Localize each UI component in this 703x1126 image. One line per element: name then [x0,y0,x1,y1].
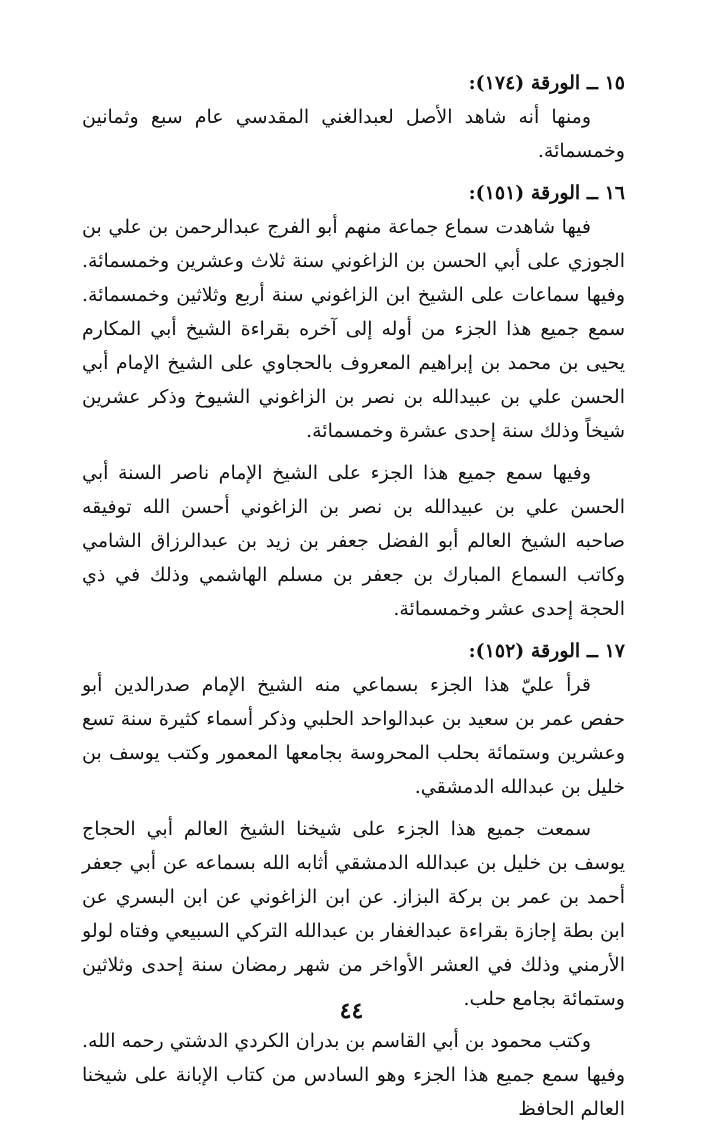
entry-paragraph: وفيها سمع جميع هذا الجزء على الشيخ الإمام ناصر السنة أبي الحسن علي بن عبيدالله بن نصر بن الزاغوني أحسن الله توفيقه صاحبه الشيخ العالم أبو الفضل جعفر بن زيد بن عبدالرزاق الشامي وكاتب السماع المبارك بن جعفر بن مسلم الهاشمي وذلك في ذي الحجة إحدى عشر وخمسمائة. [82,462,625,620]
entry-paragraph: قرأ عليّ هذا الجزء بسماعي منه الشيخ الإمام صدرالدين أبو حفص عمر بن سعيد بن عبدالواحد الحلبي وذكر أسماء كثيرة سنة تسع وعشرين وستمائة بحلب المحروسة بجامعها المعمور وكتب يوسف بن خليل بن عبدالله الدمشقي. [82,674,625,798]
entry-16 [82,176,625,626]
entry-paragraph: فيها شاهدت سماع جماعة منهم أبو الفرج عبدالرحمن بن علي بن الجوزي على أبي الحسن بن الزاغوني سنة ثلاث وعشرين وخمسمائة. وفيها سماعات على الشيخ ابن الزاغوني سنة أربع وثلاثين وخمسمائة. سمع جميع هذا الجزء من أوله إلى آخره بقراءة الشيخ أبي المكارم يحيى بن محمد بن إبراهيم المعروف بالحجاوي على الشيخ الإمام أبي الحسن علي بن عبيدالله بن نصر بن الزاغوني الشيوخ وذكر عشرين شيخاً وذلك سنة إحدى عشرة وخمسمائة. [82,216,625,442]
entry-paragraph: ومنها أنه شاهد الأصل لعبدالغني المقدسي عام سبع وثمانين وخمسمائة. [82,106,625,162]
entry-paragraph: وكتب محمود بن أبي القاسم بن بدران الكردي الدشتي رحمه الله. وفيها سمع جميع هذا الجزء وهو السادس من كتاب الإبانة على شيخنا العالم الحافظ [82,1030,625,1120]
entry-15 [82,66,625,168]
entry-paragraph: سمعت جميع هذا الجزء على شيخنا الشيخ العالم أبي الحجاج يوسف بن خليل بن عبدالله الدمشقي أثابه الله بسماعه عن أبي جعفر أحمد بن عمر بن بركة البزاز. عن ابن الزاغوني عن ابن البسري عن ابن بطة إجازة بقراءة عبدالغفار بن عبدالله التركي السبيعي وفتاه لولو الأرمني وذلك في العشر الأواخر من شهر رمضان سنة إحدى وثلاثين وستمائة بجامع حلب. [82,818,625,1010]
page-number: ٤٤ [339,998,364,1024]
entry-heading: ١٥ ــ الورقة (١٧٤): [468,72,625,94]
entry-heading: ١٧ ــ الورقة (١٥٢): [468,640,625,662]
entry-17 [82,634,625,1126]
entry-heading: ١٦ ــ الورقة (١٥١): [468,182,625,204]
